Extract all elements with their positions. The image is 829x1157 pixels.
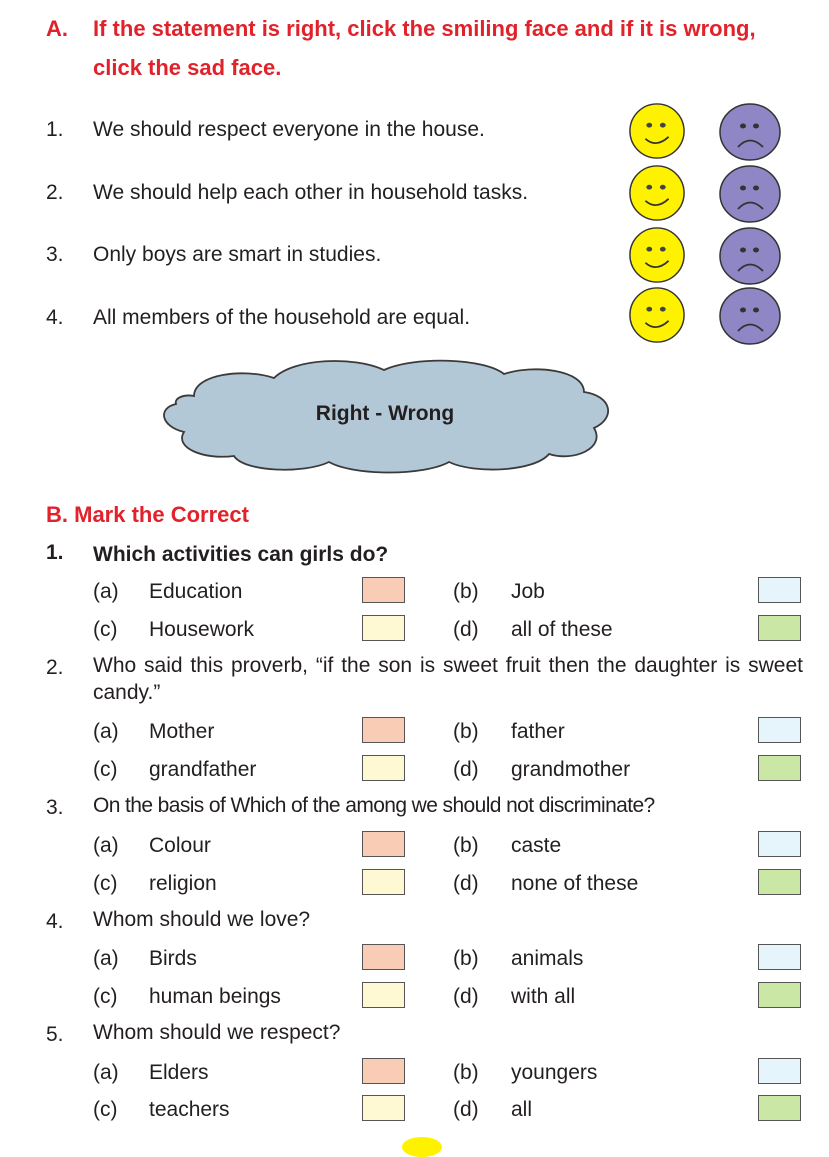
answer-checkbox[interactable]: [362, 982, 405, 1008]
option-text: youngers: [511, 1061, 598, 1084]
section-a-instruction-line1: If the statement is right, click the smiling face and if it is wrong,: [93, 16, 756, 41]
statement-number: 4.: [46, 306, 64, 329]
smiling-face-icon[interactable]: [628, 164, 686, 222]
statement-number: 2.: [46, 181, 64, 204]
option-letter: (c): [93, 985, 118, 1008]
option-text: Housework: [149, 618, 255, 641]
answer-checkbox[interactable]: [362, 869, 405, 895]
answer-checkbox[interactable]: [758, 1058, 801, 1084]
statement-text: We should help each other in household tasks.: [93, 181, 529, 204]
option-letter: (c): [93, 1098, 118, 1121]
question-number: 3.: [46, 796, 64, 819]
question-text: Whom should we respect?: [93, 1021, 341, 1044]
option-text: caste: [511, 834, 562, 857]
option-letter: (d): [453, 985, 479, 1008]
option-text: father: [511, 720, 565, 743]
question-text: On the basis of Which of the among we should not discriminate?: [93, 794, 655, 817]
option-letter: (d): [453, 1098, 479, 1121]
option-text: religion: [149, 872, 217, 895]
option-text: Education: [149, 580, 243, 603]
option-letter: (b): [453, 1061, 479, 1084]
option-text: all of these: [511, 618, 613, 641]
option-letter: (a): [93, 580, 119, 603]
question-text: Who said this proverb, “if the son is sweet fruit then the daughter is sweet candy.”: [93, 654, 803, 704]
answer-checkbox[interactable]: [758, 615, 801, 641]
statement-text: All members of the household are equal.: [93, 306, 471, 329]
option-text: all: [511, 1098, 533, 1121]
section-b-title: B. Mark the Correct: [46, 502, 249, 527]
question-number: 4.: [46, 910, 64, 933]
answer-checkbox[interactable]: [362, 577, 405, 603]
option-text: Job: [511, 580, 545, 603]
option-text: Elders: [149, 1061, 209, 1084]
option-letter: (d): [453, 618, 479, 641]
section-a-letter: A.: [46, 16, 68, 41]
option-letter: (a): [93, 834, 119, 857]
option-letter: (a): [93, 1061, 119, 1084]
option-text: grandmother: [511, 758, 631, 781]
answer-checkbox[interactable]: [362, 755, 405, 781]
answer-checkbox[interactable]: [758, 717, 801, 743]
answer-checkbox[interactable]: [362, 615, 405, 641]
smiling-face-icon[interactable]: [628, 226, 686, 284]
answer-checkbox[interactable]: [758, 869, 801, 895]
statement-text: Only boys are smart in studies.: [93, 243, 382, 266]
option-letter: (d): [453, 872, 479, 895]
question-number: 1.: [46, 541, 64, 564]
sad-face-icon[interactable]: [718, 226, 782, 286]
sad-face-icon[interactable]: [718, 164, 782, 224]
answer-checkbox[interactable]: [758, 831, 801, 857]
option-letter: (c): [93, 758, 118, 781]
question-number: 5.: [46, 1023, 64, 1046]
answer-checkbox[interactable]: [758, 944, 801, 970]
answer-checkbox[interactable]: [362, 1058, 405, 1084]
option-letter: (a): [93, 720, 119, 743]
option-text: with all: [511, 985, 576, 1008]
option-text: Colour: [149, 834, 211, 857]
answer-checkbox[interactable]: [362, 717, 405, 743]
option-text: human beings: [149, 985, 281, 1008]
answer-checkbox[interactable]: [758, 577, 801, 603]
option-text: teachers: [149, 1098, 230, 1121]
option-text: grandfather: [149, 758, 257, 781]
option-letter: (c): [93, 618, 118, 641]
option-letter: (c): [93, 872, 118, 895]
option-text: animals: [511, 947, 584, 970]
cloud-label: Right - Wrong: [315, 402, 455, 425]
option-text: none of these: [511, 872, 639, 895]
sad-face-icon[interactable]: [718, 286, 782, 346]
answer-checkbox[interactable]: [362, 944, 405, 970]
right-wrong-cloud: [154, 356, 616, 476]
smiling-face-icon[interactable]: [628, 102, 686, 160]
statement-number: 3.: [46, 243, 64, 266]
page-number-badge: [402, 1137, 442, 1157]
answer-checkbox[interactable]: [362, 1095, 405, 1121]
statement-text: We should respect everyone in the house.: [93, 118, 485, 141]
option-text: Birds: [149, 947, 197, 970]
sad-face-icon[interactable]: [718, 102, 782, 162]
option-letter: (b): [453, 580, 479, 603]
option-letter: (b): [453, 947, 479, 970]
option-letter: (b): [453, 834, 479, 857]
option-text: Mother: [149, 720, 215, 743]
section-a-instruction-line2: click the sad face.: [93, 55, 282, 80]
answer-checkbox[interactable]: [362, 831, 405, 857]
option-letter: (d): [453, 758, 479, 781]
question-text: Which activities can girls do?: [93, 543, 389, 566]
answer-checkbox[interactable]: [758, 1095, 801, 1121]
answer-checkbox[interactable]: [758, 755, 801, 781]
question-text: Whom should we love?: [93, 908, 311, 931]
answer-checkbox[interactable]: [758, 982, 801, 1008]
option-letter: (a): [93, 947, 119, 970]
question-number: 2.: [46, 656, 64, 679]
statement-number: 1.: [46, 118, 64, 141]
smiling-face-icon[interactable]: [628, 286, 686, 344]
option-letter: (b): [453, 720, 479, 743]
